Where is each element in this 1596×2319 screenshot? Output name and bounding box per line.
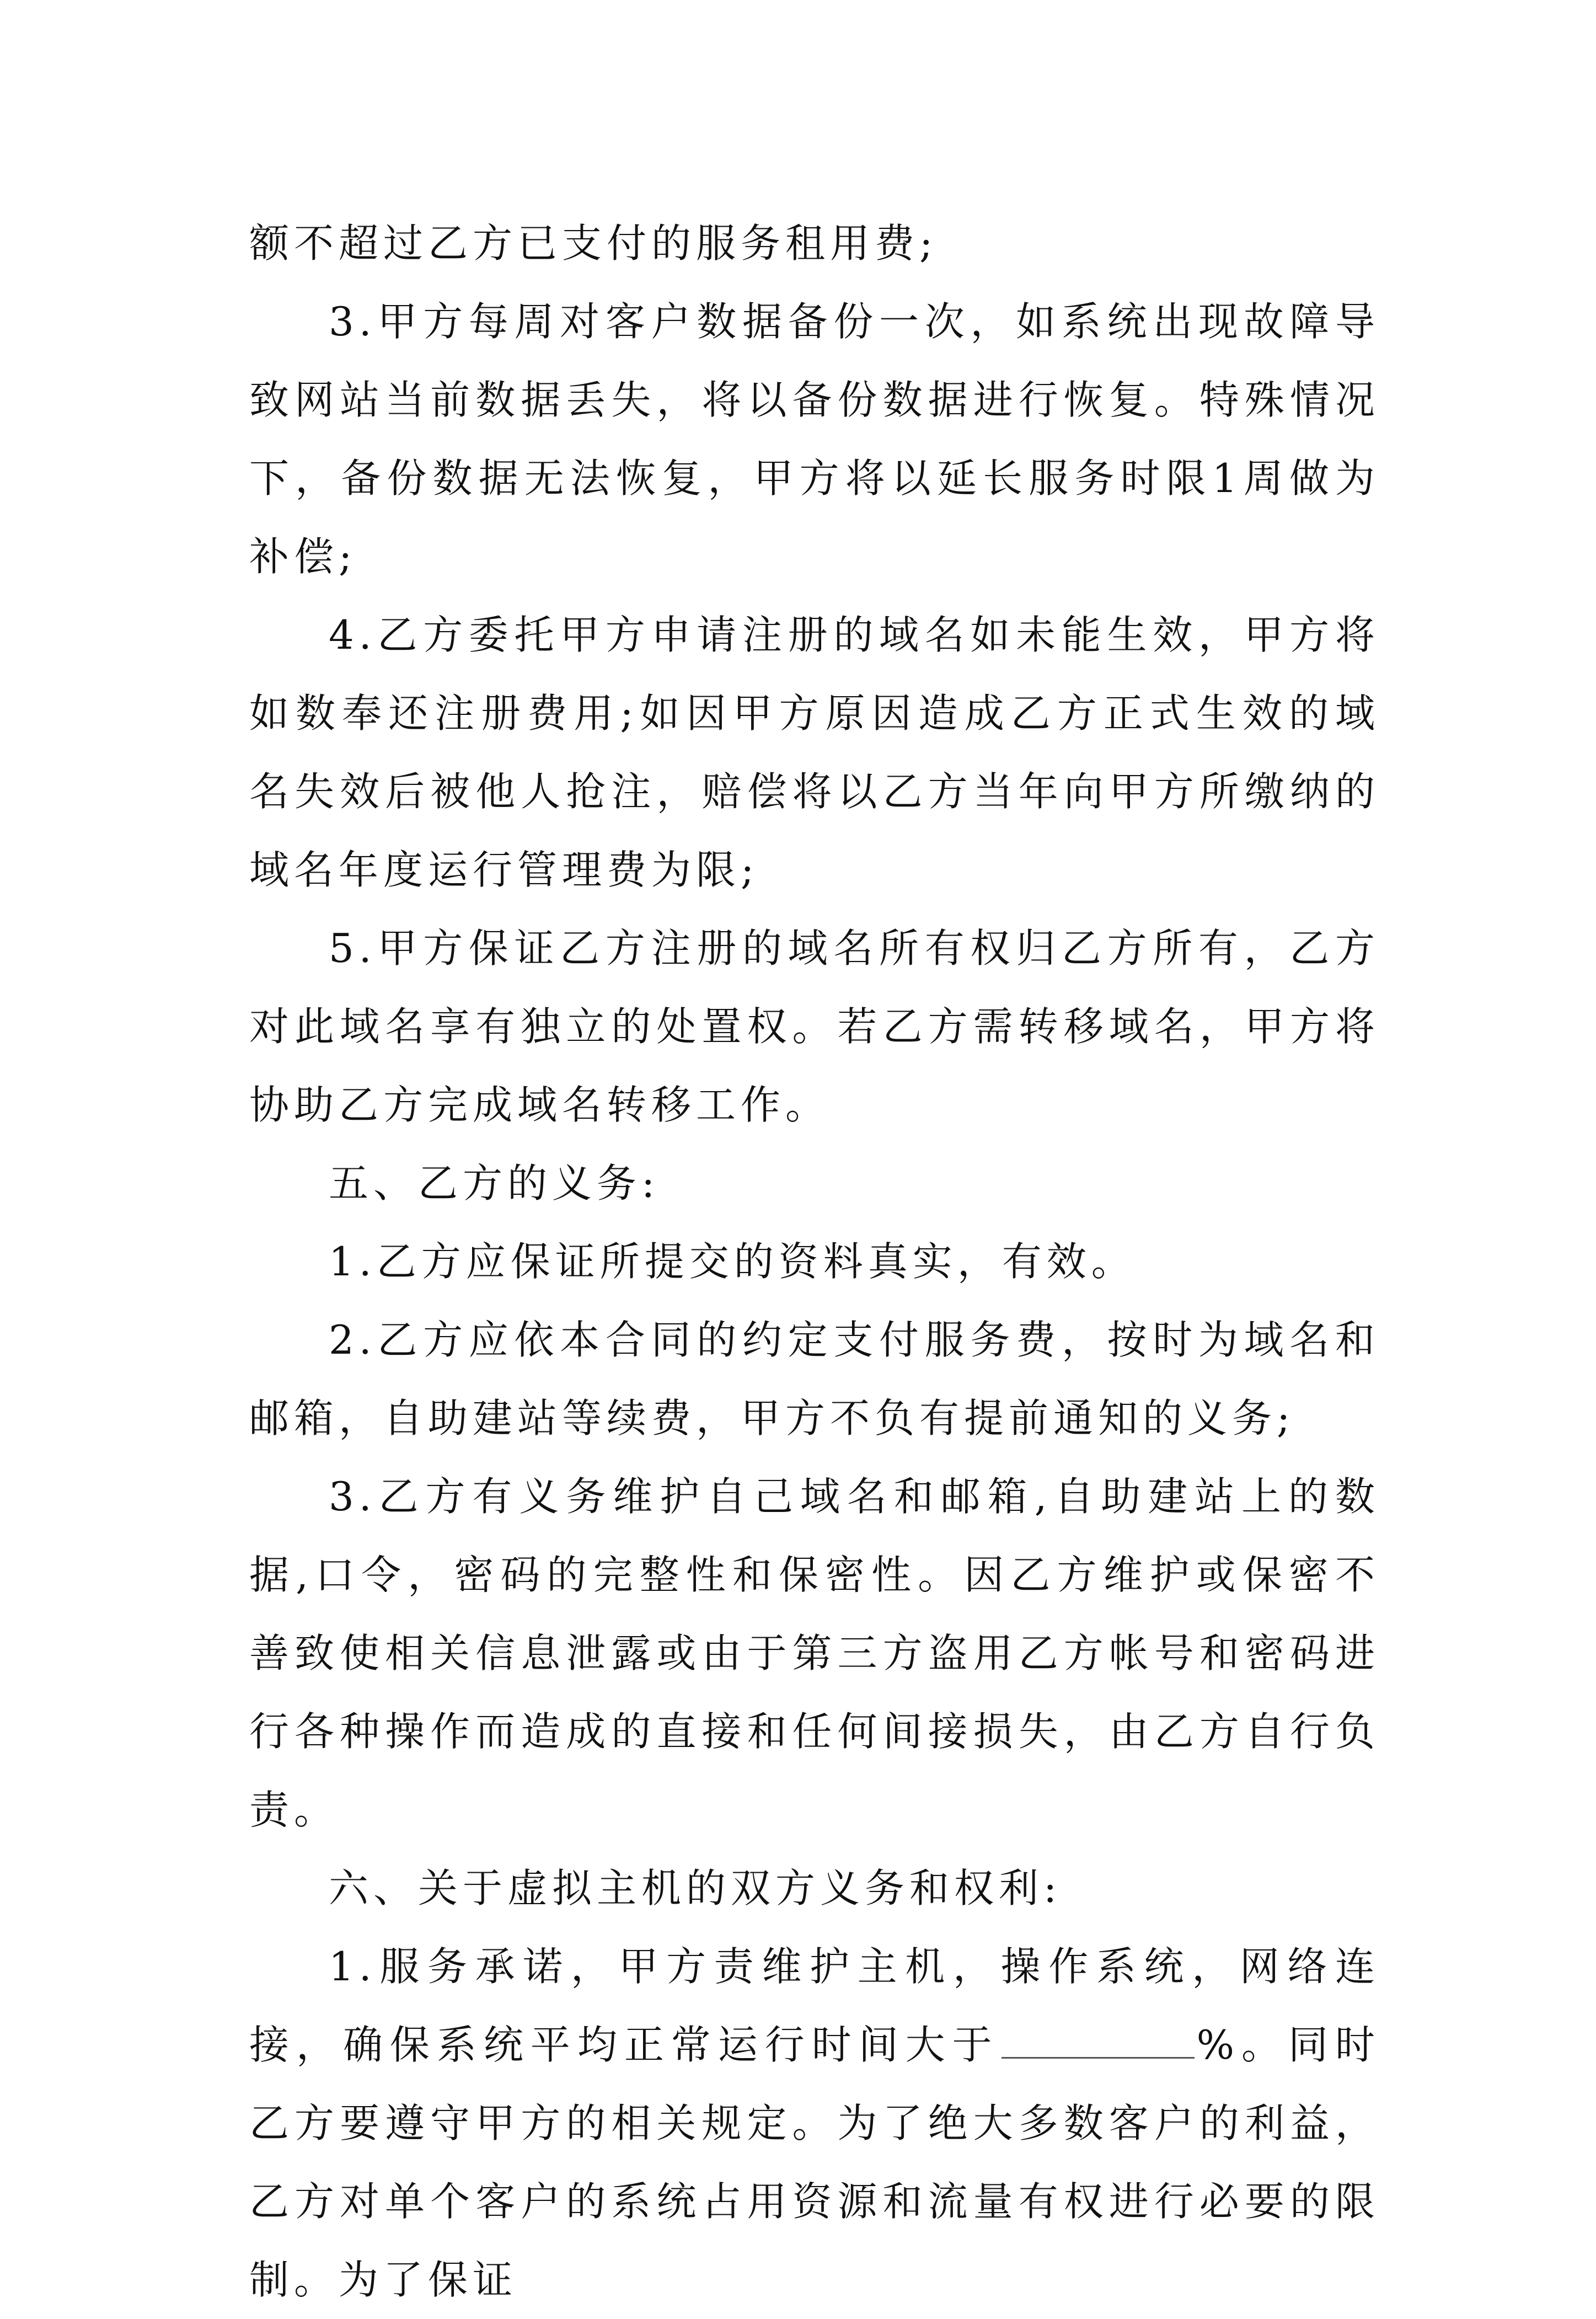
- paragraph-clause-5-3: 3.乙方有义务维护自己域名和邮箱,自助建站上的数据,口令，密码的完整性和保密性。因乙方维护或保密不善致使相关信息泄露或由于第三方盗用乙方帐号和密码进行各种操作而造成的直接和任何间接损失，由乙方自行负责。: [249, 1473, 1380, 1833]
- paragraph-clause-4-4: 4.乙方委托甲方申请注册的域名如未能生效，甲方将如数奉还注册费用;如因甲方原因造成乙方正式生效的域名失效后被他人抢注，赔偿将以乙方当年向甲方所缴纳的域名年度运行管理费为限;: [249, 612, 1380, 893]
- paragraph-clause-4-3: 3.甲方每周对客户数据备份一次，如系统出现故障导致网站当前数据丢失，将以备份数据进行恢复。特殊情况下，备份数据无法恢复，甲方将以延长服务时限1周做为补偿;: [249, 298, 1380, 580]
- section-heading-5: 五、乙方的义务:: [329, 1160, 660, 1206]
- paragraph-clause-6-1: [249, 1927, 1380, 2319]
- clause-6-1-part-a: 1.服务承诺，甲方责维护主机，操作系统，网络连接，确保系统平均正常运行时间大于: [249, 1943, 1380, 2068]
- fill-in-blank: [1001, 2024, 1195, 2059]
- section-heading-6: 六、关于虚拟主机的双方义务和权利:: [329, 1865, 1062, 1911]
- paragraph-clause-4-5: 5.甲方保证乙方注册的域名所有权归乙方所有，乙方对此域名享有独立的处置权。若乙方需转移域名，甲方将协助乙方完成域名转移工作。: [249, 925, 1380, 1128]
- document-body: [249, 204, 1380, 2319]
- paragraph-continued: 额不超过乙方已支付的服务租用费;: [249, 220, 938, 266]
- paragraph-clause-5-1: 1.乙方应保证所提交的资料真实，有效。: [329, 1238, 1136, 1285]
- paragraph-clause-5-2: 2.乙方应依本合同的约定支付服务费，按时为域名和邮箱，自助建站等续费，甲方不负有提前通知的义务;: [249, 1317, 1380, 1441]
- clause-6-1-part-b: %。同时乙方要遵守甲方的相关规定。为了绝大多数客户的利益，乙方对单个客户的系统占用资源和流量有权进行必要的限制。为了保证: [249, 2022, 1380, 2303]
